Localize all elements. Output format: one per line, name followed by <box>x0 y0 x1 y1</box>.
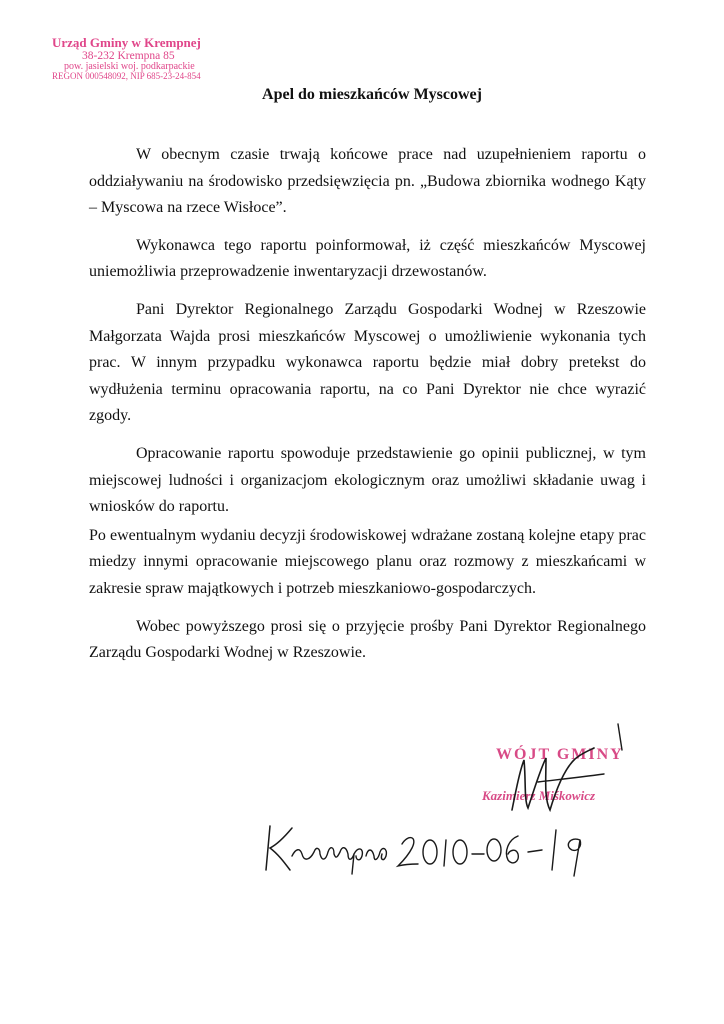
office-stamp <box>52 36 232 82</box>
paragraph-5: Po ewentualnym wydaniu decyzji środowiskowej wdrażane zostaną kolejne etapy prac miedzy innymi opracowanie miejscowego planu oraz rozmowy z mieszkańcami w zakresie spraw majątkowych i potrzeb mieszkaniowo-gospodarczych. <box>89 526 646 597</box>
handwritten-place-date <box>262 810 602 880</box>
document-body <box>89 142 646 678</box>
signature-stamp-name: Kazimierz Miśkowicz <box>482 788 596 803</box>
paragraph-2: Wykonawca tego raportu poinformował, iż część mieszkańców Myscowej uniemożliwia przeprowadzenie inwentaryzacji drzewostanów. <box>89 236 646 281</box>
paragraph-6: Wobec powyższego prosi się o przyjęcie prośby Pani Dyrektor Regionalnego Zarządu Gospodarki Wodnej w Rzeszowie. <box>89 617 646 662</box>
stamp-line-3: pow. jasielski woj. podkarpackie <box>64 60 195 72</box>
paragraph-3: Pani Dyrektor Regionalnego Zarządu Gospodarki Wodnej w Rzeszowie Małgorzata Wajda prosi mieszkańców Myscowej o umożliwienie wykonania tych prac. W innym przypadku wykonawca raportu będzie miał dobry pretekst do wydłużenia terminu opracowania raportu, na co Pani Dyrektor nie chce wyrazić zgody. <box>89 300 646 425</box>
stamp-line-2: 38-232 Krempna 85 <box>82 49 175 62</box>
stamp-line-1: Urząd Gminy w Krempnej <box>52 36 201 50</box>
paragraph-1: W obecnym czasie trwają końcowe prace nad uzupełnieniem raportu o oddziaływaniu na środowisko przedsięwzięcia pn. „Budowa zbiornika wodnego Kąty – Myscowa na rzece Wisłoce”. <box>89 146 646 217</box>
paragraph-4: Opracowanie raportu spowoduje przedstawienie go opinii publicznej, w tym miejscowej ludności i organizacjom ekologicznym oraz umożliwi składanie uwag i wniosków do raportu. <box>89 444 646 516</box>
document-title: Apel do mieszkańców Myscowej <box>262 86 482 103</box>
handwritten-signature <box>494 720 634 820</box>
signature-stamp-title: WÓJT GMINY <box>496 746 624 763</box>
stamp-line-4: REGON 000548092, NIP 685-23-24-854 <box>52 72 201 82</box>
